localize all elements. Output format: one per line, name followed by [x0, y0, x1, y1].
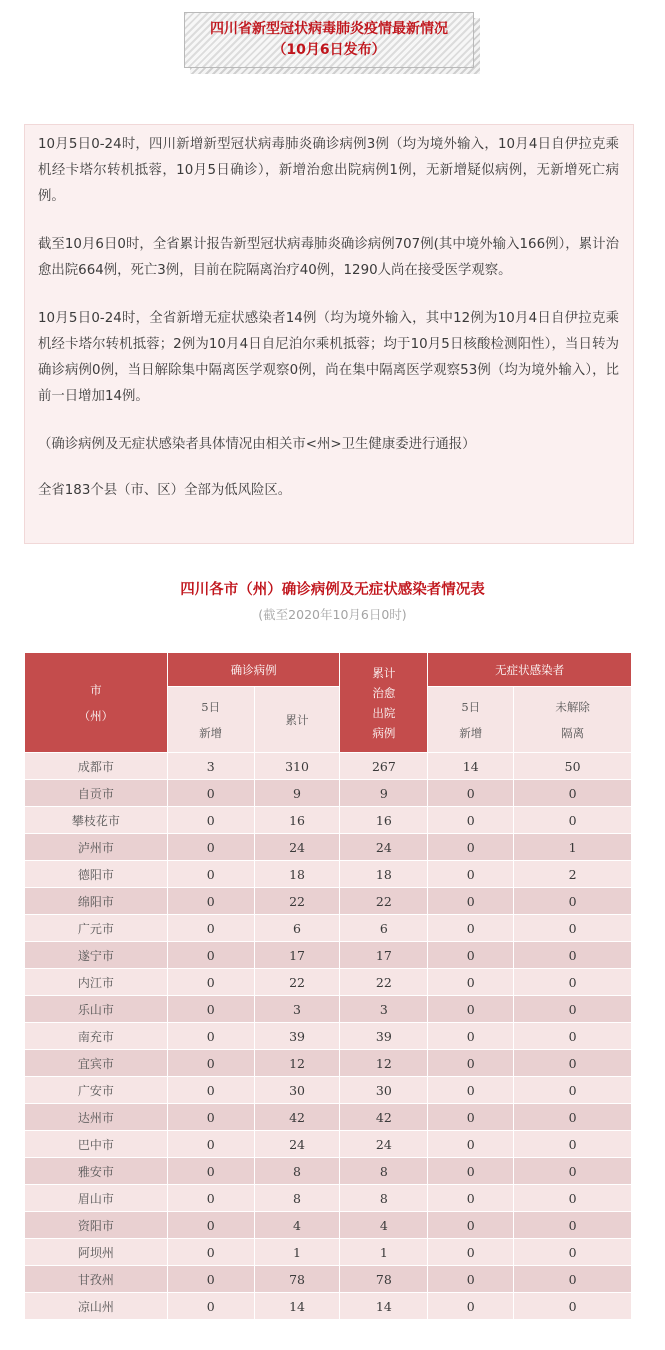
page-title-box	[184, 12, 480, 74]
city-cell: 泸州市	[25, 834, 168, 861]
city-cell: 内江市	[25, 969, 168, 996]
table-row	[25, 942, 632, 969]
table-row	[25, 807, 632, 834]
cured-cell: 8	[340, 1158, 428, 1185]
asym-new-cell: 0	[428, 1104, 514, 1131]
asym-isolated-cell: 0	[514, 1266, 632, 1293]
cured-cell: 24	[340, 834, 428, 861]
cumulative-confirmed-cell: 1	[254, 1239, 340, 1266]
cumulative-confirmed-cell: 8	[254, 1158, 340, 1185]
page-title	[184, 12, 474, 68]
asym-new-cell: 0	[428, 915, 514, 942]
asym-new-cell: 0	[428, 1023, 514, 1050]
cured-cell: 24	[340, 1131, 428, 1158]
cumulative-confirmed-cell: 24	[254, 1131, 340, 1158]
asym-isolated-cell: 0	[514, 915, 632, 942]
table-row	[25, 780, 632, 807]
asym-isolated-cell: 2	[514, 861, 632, 888]
header-city-line2: （州）	[78, 708, 114, 723]
asym-new-cell: 0	[428, 888, 514, 915]
table-body	[25, 753, 632, 1320]
table-title: 四川各市（州）确诊病例及无症状感染者情况表	[180, 582, 485, 598]
cured-cell: 42	[340, 1104, 428, 1131]
city-cell: 攀枝花市	[25, 807, 168, 834]
cumulative-confirmed-cell: 22	[254, 888, 340, 915]
new-confirmed-cell: 0	[167, 942, 254, 969]
new-confirmed-cell: 0	[167, 1293, 254, 1320]
city-cell: 凉山州	[25, 1293, 168, 1320]
new-confirmed-cell: 0	[167, 1104, 254, 1131]
header-cured-line4: 病例	[372, 725, 396, 740]
table-row	[25, 1050, 632, 1077]
city-cell: 绵阳市	[25, 888, 168, 915]
cumulative-confirmed-cell: 9	[254, 780, 340, 807]
new-confirmed-cell: 0	[167, 1131, 254, 1158]
cumulative-confirmed-cell: 42	[254, 1104, 340, 1131]
header-cumulative: 累计	[254, 687, 340, 753]
table-row	[25, 1185, 632, 1212]
new-confirmed-cell: 0	[167, 1266, 254, 1293]
cured-cell: 17	[340, 942, 428, 969]
new-confirmed-cell: 0	[167, 807, 254, 834]
announcement-paragraph: 10月5日0-24时，全省新增无症状感染者14例（均为境外输入，其中12例为10月4日自伊拉克乘机经卡塔尔转机抵蓉；2例为10月4日自尼泊尔乘机抵蓉；均于10月5日核酸检测阳性），当日转为确诊病例0例，当日解除集中隔离医学观察0例，尚在集中隔离医学观察53例（均为境外输入），比前一日增加14例。	[38, 311, 619, 404]
header-asym-unreleased	[514, 687, 632, 753]
new-confirmed-cell: 0	[167, 969, 254, 996]
asym-new-cell: 0	[428, 1050, 514, 1077]
table-row	[25, 1077, 632, 1104]
new-confirmed-cell: 0	[167, 780, 254, 807]
table-row	[25, 1131, 632, 1158]
cumulative-confirmed-cell: 18	[254, 861, 340, 888]
asym-isolated-cell: 0	[514, 1212, 632, 1239]
asym-isolated-cell: 0	[514, 1104, 632, 1131]
asym-isolated-cell: 0	[514, 1077, 632, 1104]
new-confirmed-cell: 0	[167, 888, 254, 915]
cumulative-confirmed-cell: 24	[254, 834, 340, 861]
asym-isolated-cell: 0	[514, 780, 632, 807]
city-cell: 阿坝州	[25, 1239, 168, 1266]
table-row	[25, 1104, 632, 1131]
table-row	[25, 888, 632, 915]
asym-isolated-cell: 0	[514, 1050, 632, 1077]
asym-isolated-cell: 0	[514, 1023, 632, 1050]
header-new-line1: 5日	[201, 699, 221, 714]
page-title-line2: （10月6日发布）	[272, 42, 386, 58]
asym-new-cell: 0	[428, 807, 514, 834]
asym-new-cell: 0	[428, 1239, 514, 1266]
cumulative-confirmed-cell: 16	[254, 807, 340, 834]
cured-cell: 78	[340, 1266, 428, 1293]
cured-cell: 30	[340, 1077, 428, 1104]
city-cell: 宜宾市	[25, 1050, 168, 1077]
asym-isolated-cell: 0	[514, 807, 632, 834]
cumulative-confirmed-cell: 8	[254, 1185, 340, 1212]
city-cell: 德阳市	[25, 861, 168, 888]
new-confirmed-cell: 3	[167, 753, 254, 780]
cured-cell: 6	[340, 915, 428, 942]
cumulative-confirmed-cell: 6	[254, 915, 340, 942]
table-subtitle: (截至2020年10月6日0时)	[258, 607, 407, 622]
cured-cell: 267	[340, 753, 428, 780]
asym-isolated-cell: 0	[514, 1131, 632, 1158]
asym-isolated-cell: 0	[514, 888, 632, 915]
cured-cell: 1	[340, 1239, 428, 1266]
cured-cell: 22	[340, 969, 428, 996]
new-confirmed-cell: 0	[167, 834, 254, 861]
cured-cell: 3	[340, 996, 428, 1023]
asym-isolated-cell: 0	[514, 1158, 632, 1185]
cumulative-confirmed-cell: 22	[254, 969, 340, 996]
city-cell: 甘孜州	[25, 1266, 168, 1293]
table-row	[25, 1158, 632, 1185]
city-cell: 遂宁市	[25, 942, 168, 969]
announcement-paragraph: 全省183个县（市、区）全部为低风险区。	[38, 483, 292, 498]
header-asym-new-line2: 新增	[459, 725, 483, 740]
asym-new-cell: 0	[428, 969, 514, 996]
asym-new-cell: 0	[428, 1293, 514, 1320]
asym-new-cell: 0	[428, 1158, 514, 1185]
table-row	[25, 1239, 632, 1266]
announcement-paragraph: 截至10月6日0时，全省累计报告新型冠状病毒肺炎确诊病例707例(其中境外输入166例），累计治愈出院664例，死亡3例，目前在院隔离治疗40例，1290人尚在接受医学观察。	[38, 237, 619, 278]
asym-new-cell: 0	[428, 1131, 514, 1158]
table-row	[25, 753, 632, 780]
cured-cell: 14	[340, 1293, 428, 1320]
new-confirmed-cell: 0	[167, 996, 254, 1023]
cured-cell: 22	[340, 888, 428, 915]
table-row	[25, 834, 632, 861]
asym-new-cell: 14	[428, 753, 514, 780]
header-cured	[340, 653, 428, 753]
header-asym-unreleased-line1: 未解除	[555, 699, 590, 714]
cumulative-confirmed-cell: 4	[254, 1212, 340, 1239]
header-city	[25, 653, 168, 753]
header-new-line2: 新增	[199, 725, 223, 740]
header-cured-line3: 出院	[372, 705, 396, 720]
header-asym-new	[428, 687, 514, 753]
city-cell: 雅安市	[25, 1158, 168, 1185]
asym-new-cell: 0	[428, 942, 514, 969]
table-row	[25, 1023, 632, 1050]
asym-new-cell: 0	[428, 780, 514, 807]
cumulative-confirmed-cell: 12	[254, 1050, 340, 1077]
city-cell: 达州市	[25, 1104, 168, 1131]
table-row	[25, 1266, 632, 1293]
new-confirmed-cell: 0	[167, 1185, 254, 1212]
cured-cell: 4	[340, 1212, 428, 1239]
header-asymptomatic-group: 无症状感染者	[428, 653, 632, 687]
cured-cell: 12	[340, 1050, 428, 1077]
new-confirmed-cell: 0	[167, 1077, 254, 1104]
cured-cell: 9	[340, 780, 428, 807]
asym-new-cell: 0	[428, 1266, 514, 1293]
table-row	[25, 1212, 632, 1239]
new-confirmed-cell: 0	[167, 915, 254, 942]
cumulative-confirmed-cell: 78	[254, 1266, 340, 1293]
asym-new-cell: 0	[428, 834, 514, 861]
announcement-note: （确诊病例及无症状感染者具体情况由相关市<州>卫生健康委进行通报）	[38, 437, 476, 452]
asym-isolated-cell: 0	[514, 1293, 632, 1320]
header-cured-line1: 累计	[372, 665, 396, 680]
new-confirmed-cell: 0	[167, 1158, 254, 1185]
cumulative-confirmed-cell: 3	[254, 996, 340, 1023]
city-cell: 眉山市	[25, 1185, 168, 1212]
table-row	[25, 915, 632, 942]
header-asym-new-line1: 5日	[461, 699, 481, 714]
asym-new-cell: 0	[428, 1212, 514, 1239]
announcement-box	[24, 124, 634, 544]
asym-isolated-cell: 0	[514, 969, 632, 996]
city-cell: 乐山市	[25, 996, 168, 1023]
city-cell: 广元市	[25, 915, 168, 942]
city-cell: 资阳市	[25, 1212, 168, 1239]
asym-new-cell: 0	[428, 1185, 514, 1212]
table-row	[25, 861, 632, 888]
header-new-confirmed	[167, 687, 254, 753]
page-title-line1: 四川省新型冠状病毒肺炎疫情最新情况	[210, 21, 448, 37]
cumulative-confirmed-cell: 14	[254, 1293, 340, 1320]
asym-isolated-cell: 50	[514, 753, 632, 780]
asym-new-cell: 0	[428, 861, 514, 888]
cured-cell: 18	[340, 861, 428, 888]
cumulative-confirmed-cell: 310	[254, 753, 340, 780]
cured-cell: 8	[340, 1185, 428, 1212]
new-confirmed-cell: 0	[167, 1212, 254, 1239]
asym-new-cell: 0	[428, 996, 514, 1023]
cured-cell: 16	[340, 807, 428, 834]
new-confirmed-cell: 0	[167, 1050, 254, 1077]
cumulative-confirmed-cell: 17	[254, 942, 340, 969]
city-case-table	[24, 652, 632, 1320]
city-cell: 巴中市	[25, 1131, 168, 1158]
new-confirmed-cell: 0	[167, 1023, 254, 1050]
cured-cell: 39	[340, 1023, 428, 1050]
city-cell: 南充市	[25, 1023, 168, 1050]
city-cell: 成都市	[25, 753, 168, 780]
new-confirmed-cell: 0	[167, 861, 254, 888]
asym-isolated-cell: 0	[514, 942, 632, 969]
cumulative-confirmed-cell: 30	[254, 1077, 340, 1104]
asym-isolated-cell: 0	[514, 1185, 632, 1212]
header-asym-unreleased-line2: 隔离	[561, 725, 585, 740]
city-cell: 自贡市	[25, 780, 168, 807]
city-cell: 广安市	[25, 1077, 168, 1104]
header-city-line1: 市	[90, 682, 102, 697]
new-confirmed-cell: 0	[167, 1239, 254, 1266]
table-row	[25, 996, 632, 1023]
asym-isolated-cell: 0	[514, 996, 632, 1023]
table-row	[25, 1293, 632, 1320]
header-confirmed-group: 确诊病例	[167, 653, 340, 687]
asym-isolated-cell: 1	[514, 834, 632, 861]
asym-new-cell: 0	[428, 1077, 514, 1104]
header-cured-line2: 治愈	[372, 685, 396, 700]
asym-isolated-cell: 0	[514, 1239, 632, 1266]
table-row	[25, 969, 632, 996]
cumulative-confirmed-cell: 39	[254, 1023, 340, 1050]
announcement-paragraph: 10月5日0-24时，四川新增新型冠状病毒肺炎确诊病例3例（均为境外输入，10月4日自伊拉克乘机经卡塔尔转机抵蓉，10月5日确诊），新增治愈出院病例1例，无新增疑似病例，无新增死亡病例。	[38, 137, 619, 204]
